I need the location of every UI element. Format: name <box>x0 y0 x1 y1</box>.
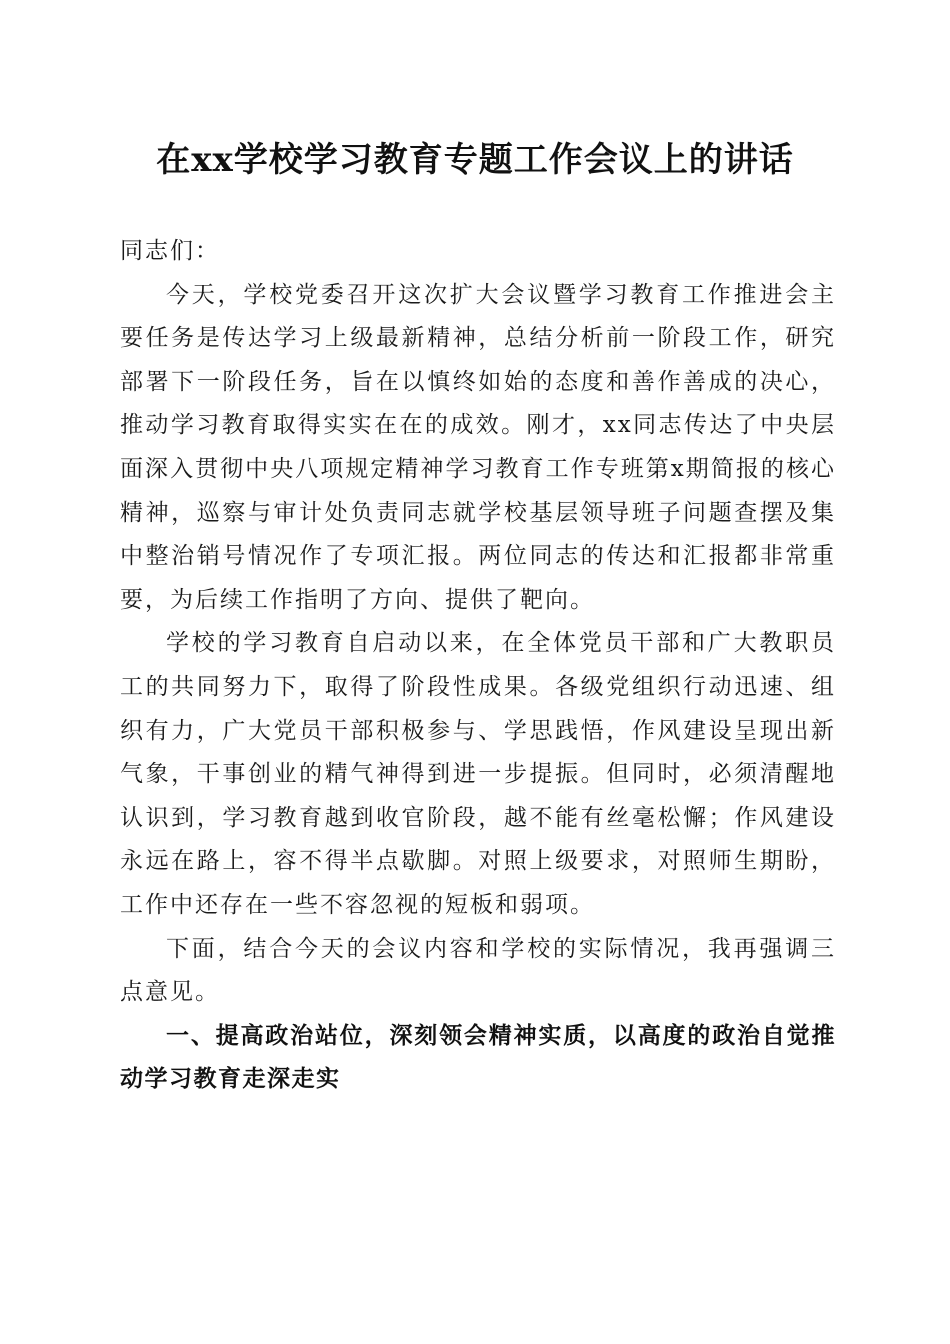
salutation: 同志们： <box>120 238 220 264</box>
section-heading-1: 一、提高政治站位，深刻领会精神实质，以高度的政治自觉推动学习教育走深走实 <box>120 1022 836 1093</box>
paragraph-achievements: 学校的学习教育自启动以来，在全体党员干部和广大教职员工的共同努力下，取得了阶段性成果。各级党组织行动迅速、组织有力，广大党员干部积极参与、学思践悟，作风建设呈现出新气象，干事创业的精气神得到进一步提振。但同时，必须清醒地认识到，学习教育越到收官阶段，越不能有丝毫松懈；作风建设永远在路上，容不得半点歇脚。对照上级要求，对照师生期盼，工作中还存在一些不容忽视的短板和弱项。 <box>120 630 836 918</box>
document-body <box>120 230 836 1102</box>
document-title: 在xx学校学习教育专题工作会议上的讲话 <box>156 140 794 180</box>
paragraph-opening: 今天，学校党委召开这次扩大会议暨学习教育工作推进会主要任务是传达学习上级最新精神，总结分析前一阶段工作，研究部署下一阶段任务，旨在以慎终如始的态度和善作善成的决心，推动学习教育取得实实在在的成效。刚才，xx同志传达了中央层面深入贯彻中央八项规定精神学习教育工作专班第x期简报的核心精神，巡察与审计处负责同志就学校基层领导班子问题查摆及集中整治销号情况作了专项汇报。两位同志的传达和汇报都非常重要，为后续工作指明了方向、提供了靶向。 <box>120 281 836 613</box>
paragraph-transition: 下面，结合今天的会议内容和学校的实际情况，我再强调三点意见。 <box>120 935 836 1006</box>
